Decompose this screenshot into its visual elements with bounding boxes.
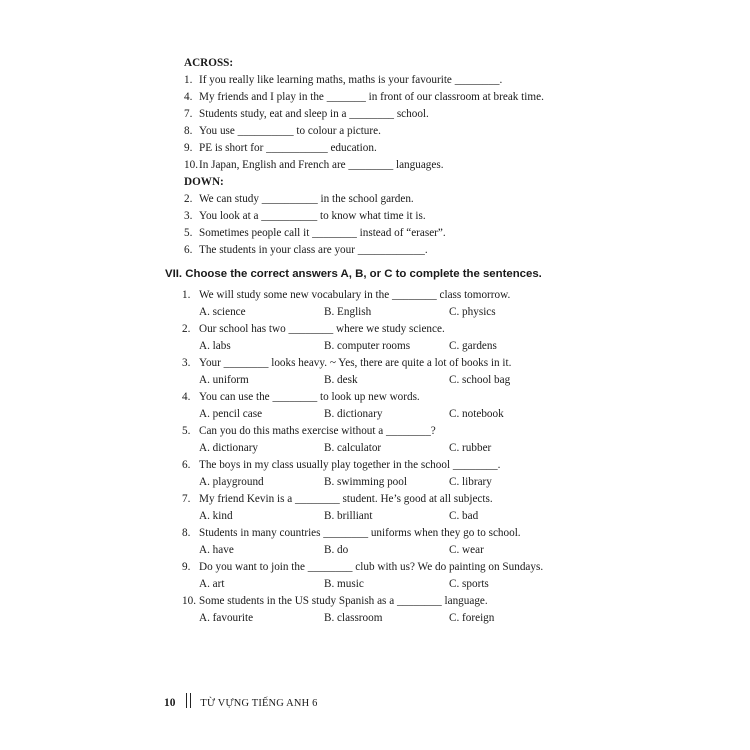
book-title: TỪ VỰNG TIẾNG ANH 6 <box>200 698 318 709</box>
answer-options <box>182 474 582 491</box>
option-a: A. art <box>199 578 225 590</box>
option-c: C. bad <box>449 510 479 522</box>
multiple-choice-list <box>182 287 582 627</box>
across-clue: 8. You use __________ to colour a picture. <box>184 125 381 137</box>
across-clue: 4. My friends and I play in the _______ in front of our classroom at break time. <box>184 91 544 103</box>
option-a: A. uniform <box>199 374 249 386</box>
answer-options <box>182 576 582 593</box>
question: 8. Students in many countries ________ uniforms when they go to school. <box>182 527 521 539</box>
page-footer <box>164 691 317 711</box>
question: 3. Your ________ looks heavy. ~ Yes, there are quite a lot of books in it. <box>182 357 512 369</box>
down-clue: 6. The students in your class are your ____________. <box>184 244 428 256</box>
option-b: B. dictionary <box>324 408 383 420</box>
option-a: A. science <box>199 306 246 318</box>
option-b: B. music <box>324 578 364 590</box>
question: 1. We will study some new vocabulary in the ________ class tomorrow. <box>182 289 511 301</box>
option-c: C. gardens <box>449 340 497 352</box>
answer-options <box>182 542 582 559</box>
option-a: A. dictionary <box>199 442 259 454</box>
option-b: B. swimming pool <box>324 476 407 488</box>
footer-divider <box>186 693 191 708</box>
option-b: B. English <box>324 306 372 318</box>
down-heading: DOWN: <box>184 176 224 188</box>
option-b: B. desk <box>324 374 358 386</box>
section-title: VII. Choose the correct answers A, B, or C to complete the sentences. <box>165 268 542 280</box>
option-c: C. library <box>449 476 492 488</box>
option-c: C. notebook <box>449 408 504 420</box>
option-a: A. labs <box>199 340 231 352</box>
question: 6. The boys in my class usually play together in the school ________. <box>182 459 501 471</box>
option-b: B. calculator <box>324 442 382 454</box>
across-clue: 7. Students study, eat and sleep in a ________ school. <box>184 108 429 120</box>
question: 10. Some students in the US study Spanish as a ________ language. <box>182 595 488 607</box>
question: 4. You can use the ________ to look up new words. <box>182 391 420 403</box>
down-clue: 5. Sometimes people call it ________ instead of “eraser”. <box>184 227 446 239</box>
option-c: C. foreign <box>449 612 495 624</box>
across-clue: 1. If you really like learning maths, maths is your favourite ________. <box>184 74 503 86</box>
answer-options <box>182 304 582 321</box>
question: 7. My friend Kevin is a ________ student. He’s good at all subjects. <box>182 493 493 505</box>
answer-options <box>182 610 582 627</box>
option-c: C. sports <box>449 578 489 590</box>
option-b: B. do <box>324 544 349 556</box>
across-clue: 10.In Japan, English and French are ________ languages. <box>184 159 444 171</box>
across-clue: 9. PE is short for ___________ education. <box>184 142 377 154</box>
answer-options <box>182 338 582 355</box>
answer-options <box>182 406 582 423</box>
option-b: B. computer rooms <box>324 340 411 352</box>
option-c: C. physics <box>449 306 496 318</box>
option-a: A. pencil case <box>199 408 263 420</box>
answer-options <box>182 372 582 389</box>
down-clue: 3. You look at a __________ to know what time it is. <box>184 210 426 222</box>
option-b: B. classroom <box>324 612 383 624</box>
option-c: C. wear <box>449 544 484 556</box>
answer-options <box>182 440 582 457</box>
answer-options <box>182 508 582 525</box>
question: 9. Do you want to join the ________ club with us? We do painting on Sundays. <box>182 561 544 573</box>
option-a: A. favourite <box>199 612 254 624</box>
question: 2. Our school has two ________ where we study science. <box>182 323 445 335</box>
option-a: A. kind <box>199 510 233 522</box>
crossword-clues <box>184 55 564 259</box>
question: 5. Can you do this maths exercise without a ________? <box>182 425 436 437</box>
option-a: A. have <box>199 544 234 556</box>
across-heading: ACROSS: <box>184 57 234 69</box>
option-b: B. brilliant <box>324 510 373 522</box>
option-c: C. rubber <box>449 442 492 454</box>
option-a: A. playground <box>199 476 264 488</box>
option-c: C. school bag <box>449 374 511 386</box>
page-number: 10 <box>164 697 176 709</box>
down-clue: 2. We can study __________ in the school garden. <box>184 193 414 205</box>
